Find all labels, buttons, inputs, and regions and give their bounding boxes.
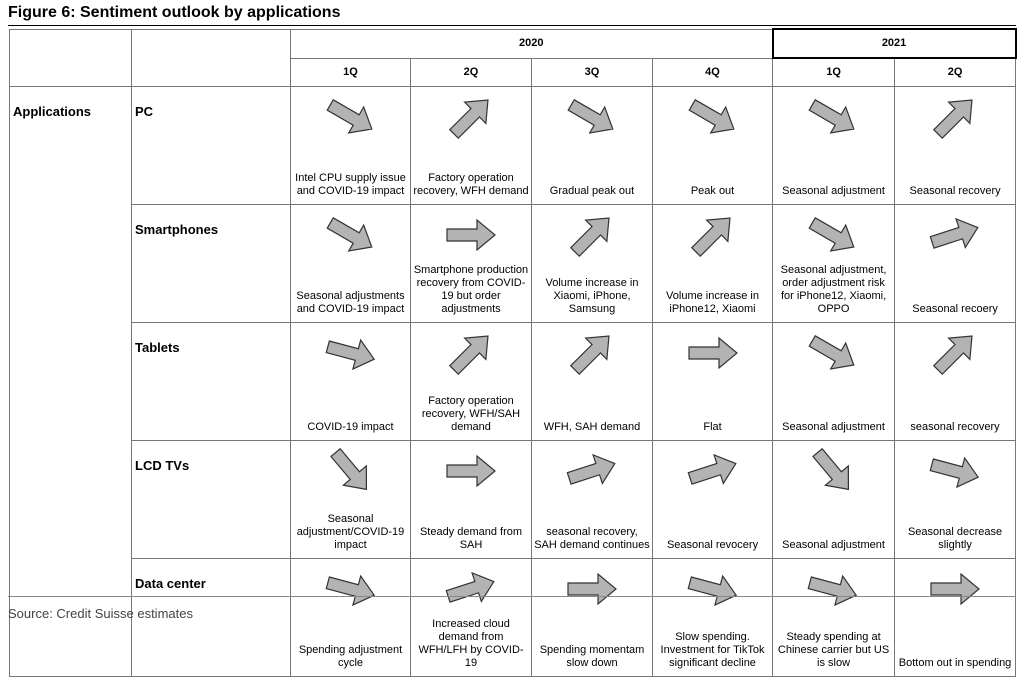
row-label: Data center xyxy=(132,559,291,677)
arrow-shape xyxy=(324,568,378,609)
outlook-text: Seasonal recovery xyxy=(909,185,1001,197)
row-label: PC xyxy=(132,87,291,205)
outlook-cell xyxy=(411,441,532,559)
arrow-shape xyxy=(686,568,740,609)
year-2020: 2020 xyxy=(291,29,773,58)
arrow-shape xyxy=(564,327,619,379)
arrow-shape xyxy=(685,209,740,261)
arrow-shape xyxy=(928,450,982,491)
trend-arrow-icon xyxy=(673,91,753,143)
arrow-shape xyxy=(447,220,495,250)
outlook-cell xyxy=(532,87,653,205)
outlook-cell xyxy=(773,441,895,559)
row-label: Smartphones xyxy=(132,205,291,323)
trend-arrow-icon xyxy=(793,91,873,143)
trend-arrow-icon xyxy=(915,563,995,615)
outlook-cell xyxy=(653,559,773,677)
trend-arrow-icon xyxy=(915,445,995,497)
outlook-cell xyxy=(291,205,411,323)
arrow-shape xyxy=(806,445,860,497)
quarter-2020-4q: 4Q xyxy=(653,58,773,87)
outlook-cell xyxy=(532,441,653,559)
arrow-shape xyxy=(927,327,982,379)
outlook-cell xyxy=(773,205,895,323)
outlook-text: Flat xyxy=(703,421,722,433)
arrow-shape xyxy=(931,574,979,604)
arrow-shape xyxy=(323,210,380,260)
outlook-cell xyxy=(411,205,532,323)
arrow-shape xyxy=(443,91,498,143)
quarter-2020-2q: 2Q xyxy=(411,58,532,87)
outlook-cell xyxy=(653,323,773,441)
outlook-cell xyxy=(773,323,895,441)
outlook-text: Steady spending at Chinese carrier but US is slow xyxy=(777,631,890,669)
outlook-text: Steady demand from SAH xyxy=(419,526,523,551)
outlook-cell xyxy=(532,323,653,441)
trend-arrow-icon xyxy=(915,209,995,261)
outlook-text: Seasonal adjustment xyxy=(782,539,885,551)
trend-arrow-icon xyxy=(311,327,391,379)
arrow-shape xyxy=(447,456,495,486)
trend-arrow-icon xyxy=(673,445,753,497)
outlook-text: Intel CPU supply issue and COVID-19 impact xyxy=(295,172,406,197)
outlook-text: Increased cloud demand from WFH/LFH by COVID-19 xyxy=(418,618,524,669)
arrow-shape xyxy=(928,213,983,256)
row-label: Tablets xyxy=(132,323,291,441)
outlook-cell xyxy=(291,87,411,205)
outlook-cell xyxy=(291,441,411,559)
arrow-shape xyxy=(805,328,862,378)
outlook-text: Spending adjustment cycle xyxy=(298,644,403,669)
outlook-text: Seasonal adjustment, order adjustment risk for iPhone12, Xiaomi, OPPO xyxy=(780,264,887,315)
trend-arrow-icon xyxy=(431,327,511,379)
arrow-shape xyxy=(689,338,737,368)
arrow-shape xyxy=(565,449,620,492)
outlook-text: Gradual peak out xyxy=(549,185,635,197)
trend-arrow-icon xyxy=(673,563,753,615)
sentiment-table xyxy=(9,28,1017,677)
outlook-text: Factory operation recovery, WFH/SAH demand xyxy=(421,395,521,433)
outlook-cell xyxy=(895,205,1016,323)
trend-arrow-icon xyxy=(431,91,511,143)
year-header-row xyxy=(10,29,1016,58)
trend-arrow-icon xyxy=(793,563,873,615)
row-label: LCD TVs xyxy=(132,441,291,559)
arrow-shape xyxy=(564,92,621,142)
outlook-text: Seasonal adjustment xyxy=(782,185,885,197)
arrow-shape xyxy=(686,449,741,492)
outlook-cell xyxy=(291,559,411,677)
outlook-cell xyxy=(895,441,1016,559)
figure-title: Figure 6: Sentiment outlook by applications xyxy=(8,4,341,21)
arrow-shape xyxy=(805,92,862,142)
trend-arrow-icon xyxy=(793,327,873,379)
title-rule xyxy=(8,25,1016,26)
arrow-shape xyxy=(927,91,982,143)
outlook-cell xyxy=(532,205,653,323)
arrow-shape xyxy=(323,92,380,142)
source-note: Source: Credit Suisse estimates xyxy=(8,606,193,621)
trend-arrow-icon xyxy=(673,209,753,261)
outlook-cell xyxy=(653,205,773,323)
trend-arrow-icon xyxy=(431,563,511,615)
outlook-text: seasonal recovery, SAH demand continues xyxy=(534,526,650,551)
arrow-shape xyxy=(685,92,742,142)
arrow-shape xyxy=(568,574,616,604)
outlook-cell xyxy=(895,323,1016,441)
outlook-text: Seasonal adjustments and COVID-19 impact xyxy=(296,290,405,315)
outlook-cell xyxy=(411,87,532,205)
arrow-shape xyxy=(444,567,499,610)
outlook-text: Seasonal decrease slightly xyxy=(907,526,1003,551)
outlook-cell xyxy=(773,87,895,205)
outlook-cell xyxy=(653,87,773,205)
outlook-cell xyxy=(532,559,653,677)
outlook-cell xyxy=(895,559,1016,677)
outlook-text: Volume increase in Xiaomi, iPhone, Samsung xyxy=(545,277,639,315)
quarter-2020-3q: 3Q xyxy=(532,58,653,87)
outlook-text: WFH, SAH demand xyxy=(543,421,641,433)
quarter-2021-1q: 1Q xyxy=(773,58,895,87)
outlook-text: Seasonal adjustment/COVID-19 impact xyxy=(296,513,405,551)
quarter-2021-2q: 2Q xyxy=(895,58,1016,87)
outlook-text: Seasonal recoery xyxy=(912,303,998,315)
trend-arrow-icon xyxy=(793,209,873,261)
section-label: Applications xyxy=(10,87,132,677)
outlook-cell xyxy=(411,323,532,441)
trend-arrow-icon xyxy=(431,209,511,261)
outlook-text: Seasonal revocery xyxy=(666,539,759,551)
trend-arrow-icon xyxy=(311,563,391,615)
outlook-cell xyxy=(773,559,895,677)
trend-arrow-icon xyxy=(552,563,632,615)
corner-cell-2 xyxy=(132,29,291,87)
trend-arrow-icon xyxy=(311,445,391,497)
outlook-cell xyxy=(291,323,411,441)
trend-arrow-icon xyxy=(673,327,753,379)
table-row xyxy=(10,323,1016,441)
trend-arrow-icon xyxy=(552,209,632,261)
trend-arrow-icon xyxy=(311,209,391,261)
trend-arrow-icon xyxy=(552,445,632,497)
arrow-shape xyxy=(806,568,860,609)
outlook-cell xyxy=(653,441,773,559)
trend-arrow-icon xyxy=(431,445,511,497)
outlook-cell xyxy=(411,559,532,677)
trend-arrow-icon xyxy=(552,327,632,379)
arrow-shape xyxy=(324,332,378,373)
arrow-shape xyxy=(564,209,619,261)
year-2021: 2021 xyxy=(773,29,1016,58)
outlook-text: Smartphone production recovery from COVID-19 but order adjustments xyxy=(413,264,529,315)
outlook-text: Bottom out in spending xyxy=(898,657,1012,669)
outlook-text: Peak out xyxy=(690,185,735,197)
outlook-text: COVID-19 impact xyxy=(307,421,394,433)
trend-arrow-icon xyxy=(793,445,873,497)
trend-arrow-icon xyxy=(311,91,391,143)
arrow-shape xyxy=(324,445,378,497)
outlook-text: Seasonal adjustment xyxy=(782,421,885,433)
outlook-text: Slow spending. Investment for TikTok significant decline xyxy=(660,631,765,669)
outlook-cell xyxy=(895,87,1016,205)
table-row xyxy=(10,441,1016,559)
source-rule xyxy=(8,596,1016,597)
outlook-text: seasonal recovery xyxy=(910,421,1000,433)
outlook-text: Spending momentam slow down xyxy=(539,644,645,669)
trend-arrow-icon xyxy=(915,91,995,143)
table-row xyxy=(10,205,1016,323)
outlook-text: Factory operation recovery, WFH demand xyxy=(413,172,529,197)
trend-arrow-icon xyxy=(552,91,632,143)
arrow-shape xyxy=(443,327,498,379)
trend-arrow-icon xyxy=(915,327,995,379)
outlook-text: Volume increase in iPhone12, Xiaomi xyxy=(666,290,759,315)
table-row xyxy=(10,87,1016,205)
quarter-2020-1q: 1Q xyxy=(291,58,411,87)
arrow-shape xyxy=(805,210,862,260)
corner-cell xyxy=(10,29,132,87)
